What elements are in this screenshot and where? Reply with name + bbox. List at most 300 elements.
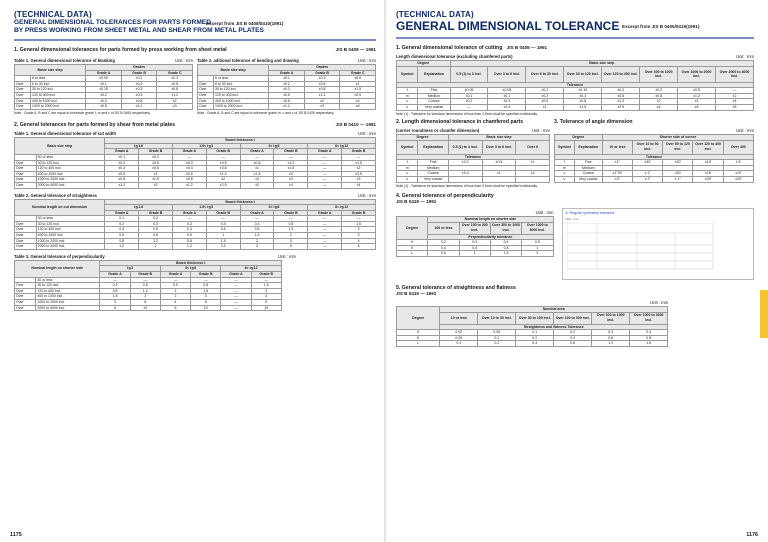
table-cell: Over [15,227,37,233]
table-cell: ±1.2 [304,92,340,98]
table-cell: — [191,277,221,283]
left-header-line2: BY PRESS WORKING FROM SHEET METAL AND SHEAR FROM METAL PLATES [14,27,264,34]
table-cell: 1000 to 2000 incl. [36,300,100,306]
table-cell: ±2.5 [342,171,376,177]
table-cell: ±1 [340,81,376,87]
table-header-cell: Grade A [240,149,274,155]
right-header-title: GENERAL DIMENSIONAL TOLERANCE [396,19,620,33]
table-header-cell: 3< t≦6 [240,143,308,149]
table-cell: 3 [240,244,274,250]
table-cell: Over [198,87,214,93]
table-cell: — [206,216,240,222]
table-cell: 3 [100,300,130,306]
table-cell: Over [15,98,31,104]
chamfer-tolerance-table: Degree Basic size step Symbol Explanation 0.5 (1) to 3 incl. Over 3 to 6 incl. Over 6 Tolerance f Fine ±0.2 ±0.5 ±1 m Medium c Coarse ±0.4 ±1 ±2 v Very coarse [396,134,550,183]
table-cell: ±4 [640,104,678,110]
table-cell: — [308,233,342,239]
table-cell: 2 [342,227,376,233]
table-cell: m [397,165,418,171]
table-cell: Over [198,104,214,110]
table-cell: 2 [139,244,173,250]
table-header-cell: Grade B [206,149,240,155]
table-cell: — [308,182,342,188]
table-cell: 4 [342,238,376,244]
table-cell: ±0.5 [269,92,305,98]
table-cell: 3 [191,294,221,300]
table-cell: Over [15,244,37,250]
left-header-ref: Excerpt from JIS B 0408/0410(1991) [206,21,284,26]
chamfer-note: Note (1) : Tolerance for standard dimensions of less than 0.5mm shall be specified individually. [396,183,538,188]
table-cell: ±0.3 [564,93,602,99]
blanking-table-block: Table 1. General dimensional tolerance of blanking Unit : mm Basic size step Grades Grade A Grade B Grade C 6 or less ±0.05 ±0.1 ±0.3 Over 6 to 30 incl. ±0.1 ±0.2 ±0.5 Over 30 to 120 incl. ±0.15 ±0.3 ±0.8 Over 120 to 400 incl. ±0.2 ±0.5 ±1.2 Over 400 to 1000 incl. ±0.3 ±0.8 ±2 Over 1000 to 2000 incl. ±0.5 ±1.2 ±3 Note : Grade A, B and C are equal to tolerance grade f, m and c of JIS B 0405 respectively. [14,58,193,115]
table-cell: Over [15,160,37,166]
table-cell: 0.5 [206,227,240,233]
table-cell: ±0.05 [86,76,122,82]
table-cell: 30 to 120 incl. [214,87,269,93]
table-header-cell: Over 1000 to 3000 incl. [630,312,668,324]
table-cell: 400 to 1000 incl. [214,98,269,104]
table-cell: ±0.5 [121,92,157,98]
table-cell: 0.3 [172,227,206,233]
table-row [397,251,554,257]
table-cell: ±0.3 [304,76,340,82]
table-cell: 1 [459,251,490,257]
table-cell: 0.8 [490,245,521,251]
left-section-1-heading: 1. General dimensional tolerances for parts formed by press working from sheet metal JIS B 0408 — 1991 [14,47,376,53]
table-row [15,104,193,110]
table-cell: 400 to 1000 incl. [36,171,105,177]
table-cell: — [172,216,206,222]
table-cell: ±2 [516,171,550,177]
table-cell: 6 [130,300,160,306]
table-cell: ±10' [693,160,723,166]
right-header-tag: (TECHNICAL DATA) [396,10,474,19]
table-cell: ±0.5 [105,171,139,177]
table-cell: ±0.4 [172,166,206,172]
table-cell: — [308,177,342,183]
table-header-cell: Grade B [139,149,173,155]
table-cell: ±0.5 [139,160,173,166]
table-cell: 2000 to 4000 incl. [36,182,105,188]
table-cell: ±4 [274,182,308,188]
table-cell: ±0.5 [86,104,122,110]
table-cell: ±1.5 [340,87,376,93]
table-cell: ±0.5 [602,93,640,99]
table-cell: 0.8 [554,341,592,347]
table-cell: — [221,305,251,311]
table-cell: 3 [342,233,376,239]
table-cell: ±0.2 [526,93,564,99]
table-cell: 0.1 [440,341,478,347]
table-cell: ±1°30' [602,171,632,177]
table-cell: 1.2 [130,288,160,294]
table-cell: Coarse [418,171,449,177]
table-cell: 10 [191,305,221,311]
table-header-cell: Over 6 [516,140,550,154]
table-cell: ± 5' [723,160,753,166]
table-cell: — [221,288,251,294]
table-cell: ±0.05 [450,88,488,94]
table-cell: 0.6 [459,245,490,251]
perpendicularity-table-left: Nominal length on shorter side Board thickness t t≦3 3< t≦6 6< t≦12 Grade A Grade B Grade A Grade B Grade A Grade B 30 or less — — — — — — Over 30 to 120 incl. 0.3 0.5 0.5 0.8 — 1.5 Over 120 to 400 incl. 0.8 1.2 1 1.5 — 2 Over 400 to 1000 incl. 1.5 3 2 3 — 3 Over 1000 to 2000 incl. 3 6 4 6 — 6 Over 2000 to 4000 incl. 6 10 6 10 — 10 [14,260,282,311]
table-cell: 0.8 [630,335,668,341]
table-cell: m [397,93,418,99]
table-cell: 0.2 [428,240,459,246]
table-cell: 2 [160,294,190,300]
table-cell: ±0.5 [678,88,716,94]
table-cell: 10 [130,305,160,311]
table-cell: ±4 [342,182,376,188]
table-cell: 1.5 [100,294,130,300]
table-cell: 0.2 [172,221,206,227]
table-cell: ±4 [340,98,376,104]
cutting-length-tolerance-table: Degree Basic size step Symbol Explanation 0.5 (1) to 3 incl. Over 3 to 6 incl. Over 6 to 30 incl. Over 30 to 120 incl. Over 120 to 400 incl. Over 400 to 1000 incl. Over 1000 to 2000 incl. Over 2000 to 4000 incl. Tolerance f Fine ±0.05 ±0.05 ±0.1 ±0.15 ±0.2 ±0.3 ±0.5 — m Medium ±0.1 ±0.1 ±0.2 ±0.3 ±0.5 ±0.8 ±1.2 ±2 c Coarse ±0.2 ±0.3 ±0.5 ±0.8 ±1.2 ±2 ±3 ±4 v Very coarse — ±0.5 ±1 ±1.5 ±2.5 ±4 ±6 ±8 [396,60,754,111]
table-header-cell: Grade B [274,149,308,155]
table-cell: 0.1 [516,330,554,336]
table-header-cell: 6< t≦12 [221,266,282,272]
table-cell: 30 to 120 incl. [36,160,105,166]
table-cell: Over [15,238,37,244]
right-section-2-heading: 2. Length dimensional tolerance in chamfered parts [396,118,524,125]
table-row [397,341,668,347]
table-cell: ±0.15 [86,87,122,93]
table-cell: 6 [251,300,281,306]
table-cell: ±20' [663,160,693,166]
left-section-2-heading: 2. General tolerances for parts formed by shear from metal plates JIS B 0410 — 1991 [14,122,376,129]
table-cell: ±6 [340,104,376,110]
table-cell: 400 to 1000 incl. [31,98,86,104]
table-cell: — [308,221,342,227]
table-cell: 0.3 [206,221,240,227]
table-cell: 2.5 [206,244,240,250]
table-cell: 6 [191,300,221,306]
table-cell: 0.5 [105,233,139,239]
table-header-cell: Tolerance [397,154,550,160]
table-header-cell: Explanation [418,140,449,154]
table-cell: Medium [418,93,450,99]
table-cell: ±1 [240,166,274,172]
cut-width-table: Basic size step Board thickness t t≦1.6 1.6< t≦3 3< t≦6 6< t≦12 Grade A Grade B Grade A Grade B Grade A Grade B Grade A Grade B 30 or less ±0.1 ±0.3 — — — — — — Over 30 to 120 incl. ±0.2 ±0.5 ±0.3 ±0.5 ±0.8 ±1.2 — ±1.5 Over 120 to 400 incl. ±0.3 ±0.8 ±0.4 ±0.8 ±1 ±1.5 — ±2 Over 400 to 1000 incl. ±0.5 ±1 ±0.5 ±1.2 ±1.5 ±2 — ±2.5 Over 1000 to 2000 incl. ±0.8 ±1.5 ±0.8 ±2 ±2 ±3 — ±3 Over 2000 to 4000 incl. ±1.2 ±2 ±1.2 ±2.5 ±3 ±4 — ±4 [14,137,376,188]
table-header-cell: Explanation [574,140,602,154]
table-cell: 0.3 [592,330,630,336]
table-cell: ±1.2 [602,99,640,105]
chamfer-angle-block: 2. Length dimensional tolerance in chamfered parts (corner roundness or chamfer dimension) Unit : mm Degree Basic size step Symbol Explanation 0.5 (1) to 3 incl. Over 3 to 6 incl. Over 6 Tolerance f Fine ±0.2 ±0.5 ±1 m Medium c Coarse ±0.4 ±1 ±2 v Very coarse Note (1) : Tolerance for standard dimensions of less than 0.5mm shall be specified individually. 3. Tolerance of angle dimension Unit : mm Degree Shorter side of corner Symbol Explanation 10 or less Over 10 to 50 incl. Over 50 to 120 incl. Over 120 to 400 incl. Over 400 Tolerance f Fine ±1° ±30' ±20' ±10' ± 5' m Medium c Coarse ±1°30' ± 1° ±30' ±15' ±10' v Very coarse ±3° ± 2° ± 1° ±30' ±20' [396,118,754,188]
table-cell: 0.8 [191,283,221,289]
table-cell: — [251,277,281,283]
table-cell: ±2 [640,99,678,105]
table-cell: Over [198,98,214,104]
table-cell: Fine [574,160,602,166]
table-cell: ±2 [715,93,753,99]
table-cell: 0.3 [100,283,130,289]
table-header-cell: Grade A [308,149,342,155]
table-cell: — [308,154,342,160]
table-cell: 1.5 [206,238,240,244]
table-cell: ±0.3 [269,87,305,93]
table-header-cell: 0.5 (1) to 3 incl. [448,140,482,154]
table-cell: L [397,251,428,257]
table-cell: ±2 [240,177,274,183]
table-cell: f [554,160,574,166]
table-header-cell: Grade A [105,149,139,155]
table-header-cell: Over 10 to 30 incl. [478,312,516,324]
table-cell: ±0.1 [86,81,122,87]
table-cell: 0.02 [440,330,478,336]
table-cell: K [397,335,440,341]
table-cell: 0.3 [240,221,274,227]
table-cell: ±0.8 [157,87,193,93]
table-cell: ±1 [516,160,550,166]
table-cell: ±0.4 [448,171,482,177]
table-header-cell: Over 120 to 400 incl. [602,66,640,82]
table-header-cell: Grade B [342,149,376,155]
table-cell: 1 [522,245,553,251]
table-cell: 0.2 [105,221,139,227]
table-cell: ±1.2 [274,160,308,166]
left-header-line1: GENERAL DIMENSIONAL TOLERANCES FOR PARTS FORMED [14,19,211,26]
table-cell: ±0.1 [488,93,526,99]
table-cell: ±1.2 [121,104,157,110]
table-cell: v [554,176,574,182]
table-cell: 30 or less [36,216,105,222]
table-cell: 0.5 [274,221,308,227]
blanking-bending-tables [14,56,376,118]
right-section-1-heading: 1. General dimensional tolerance of cutting JIS B 0405 — 1991 [396,45,548,51]
table-cell: 6 [342,244,376,250]
table-cell: ±2 [342,166,376,172]
table-cell: 0.5 [130,283,160,289]
table-cell: Over [15,294,36,300]
table-cell: Medium [418,165,449,171]
table-cell: — [160,277,190,283]
table-cell: 6 or less [214,76,269,82]
table-cell: 1.2 [592,341,630,347]
table-cell: L [397,341,440,347]
table-cell: 0.3 [105,227,139,233]
right-section-3-heading: 3. Tolerance of angle dimension [553,118,633,125]
table-cell: ±0.5 [157,81,193,87]
table-cell: ±0.8 [206,166,240,172]
table-header-cell: 1.6< t≦3 [172,143,240,149]
table-cell: ±15' [693,171,723,177]
table-cell: 120 to 400 incl. [36,227,105,233]
table-cell: ±30' [632,160,662,166]
bending-table-block: Table 2. aditional tolerance of bending and drawing Unit : mm Basic size step Grades Grade A Grade B Grade C 6 or less ±0.1 ±0.3 ±0.5 Over 6 to 30 incl. ±0.2 ±0.5 ±1 Over 30 to 120 incl. ±0.3 ±0.8 ±1.5 Over 120 to 400 incl. ±0.5 ±1.2 ±2.5 Over 400 to 1000 incl. ±0.8 ±2 ±4 Over 1000 to 2000 incl. ±1.2 ±3 ±6 Note : Grade A, B and C are equal to tolerance grade m, c and v of JIS B 0405 respectively. [197,58,376,115]
right-page: (TECHNICAL DATA) GENERAL DIMENSIONAL TOLERANCE Excerpt from JIS B 0405/0419(1991) 1. General dimensional tolerance of cutting JIS B 0405 — 1991 Length dimensional tolerance (excluding chamfered parts) Unit : mm Degree Basic size step Symbol Explanation 0.5 (1) to 3 incl. Over 3 to 6 incl. Over 6 to 30 incl. Over 30 to 120 incl. Over 120 to 400 incl. Over 400 to 1000 incl. Over 1000 to 2000 incl. Over 2000 to 4000 incl. Tolerance f Fine ±0.05 ±0.05 ±0.1 ±0.15 ±0.2 ±0.3 ±0.5 — m Medium ±0.1 ±0.1 ±0.2 ±0.3 ±0.5 ±0.8 ±1.2 ±2 c Coarse ±0.2 ±0.3 ±0.5 ±0.8 ±1.2 ±2 ±3 ±4 v Very coarse — ±0.5 ±1 ±1.5 ±2.5 ±4 ±6 ±8 Note (1) : Tolerance for standard dimensions of less than 0.5mm shall be specified individually. 2. Length dimensional tolerance in chamfered parts (corner roundness or chamfer dimension) Unit : mm Degree Basic size step Symbol Explanation 0.5 (1) to 3 incl. Over 3 to 6 incl. Over 6 Tolerance f Fine ±0.2 ±0.5 ±1 m Medium c Coarse ±0.4 ±1 ±2 v Very coarse Note (1) : Tolerance for standard dimensions of less than 0.5mm shall be specified individually. 3. Tolerance of angle dimension Unit : mm Degree Shorter side of corner Symbol Explanation 10 or less Over 10 to 50 incl. Over 50 to 120 incl. Over 120 to 400 incl. Over 400 Tolerance f Fine ±1° ±30' ±20' ±10' ± 5' m Medium c Coarse ±1°30' ± 1° ±30' ±15' ±10' v Very coarse ±3° ± 2° ± 1° ±30' ±20' 4. General tolerance of perpendicularity JIS B 0419 — 1991 Unit : mm Degree Nominal length on shorter side 100 or less Over 100 to 300 incl. Over 300 to 1000 incl. Over 1000 to 3000 incl. Perpendicularity tolerance H 0.2 0.3 0.4 0.5 K 0.4 0.6 0.8 1 L 0.6 1 1.5 2 6. Regular symmetry tolerance Unit : mm 5. General tolerance of straightness and flatness JIS B 0419 — 1991 Unit : mm Degree Nominal area 10 or less Over 10 to 30 incl. Over 30 to 100 incl. Over 100 to 300 incl. Over 300 to 1000 incl. Over 1000 to 3000 incl. Straightness and flatness Tolerance H 0.02 0.05 0.1 0.2 0.3 0.4 K 0.05 0.1 0.2 0.4 0.6 0.8 L 0.1 0.2 0.4 0.8 1.2 1.6 1176 [396,10,758,538]
table-header-cell: Grade A [172,210,206,216]
table-cell: ±0.2 [269,81,305,87]
table-cell: ±3 [678,99,716,105]
table-cell: 120 to 400 incl. [214,92,269,98]
table-cell: v [397,176,418,182]
table-cell: ±0.3 [488,99,526,105]
bending-tolerance-table: Basic size step Grades Grade A Grade B Grade C 6 or less ±0.1 ±0.3 ±0.5 Over 6 to 30 incl. ±0.2 ±0.5 ±1 Over 30 to 120 incl. ±0.3 ±0.8 ±1.5 Over 120 to 400 incl. ±0.5 ±1.2 ±2.5 Over 400 to 1000 incl. ±0.8 ±2 ±4 Over 1000 to 2000 incl. ±1.2 ±3 ±6 [197,64,376,110]
table-cell: ± 1° [632,171,662,177]
table-cell: 30 or less [36,154,105,160]
table-cell: 5 [274,244,308,250]
table-cell: Very coarse [418,176,449,182]
table-header-cell: 10 or less [440,312,478,324]
right-section-5-heading: 5. General tolerance of straightness and flatness JIS B 0419 — 1991 [396,284,516,296]
table-header-cell: Symbol [554,140,574,154]
table-cell: ±3 [274,177,308,183]
table-cell: Over [15,305,36,311]
table-cell: ±0.8 [121,98,157,104]
table-cell: f [397,160,418,166]
table-header-cell: Grade A [105,210,139,216]
table-header-cell: Grade B [139,210,173,216]
table-cell: 2 [274,233,308,239]
table-cell: ±0.8 [105,177,139,183]
table-cell: Fine [418,160,449,166]
table-cell: 1.5 [490,251,521,257]
table-cell: 2 [522,251,553,257]
table-cell: 1000 to 2000 incl. [36,238,105,244]
straightness-table: Nominal length on cut dimension Board thickness t t≦1.6 1.6< t≦3 3< t≦6 6< t≦12 Grade A Grade B Grade A Grade B Grade A Grade B Grade A Grade B 30 or less 0.1 0.2 — — — — — — Over 30 to 120 incl. 0.2 0.3 0.2 0.3 0.3 0.5 — 1.5 Over 120 to 400 incl. 0.3 0.5 0.3 0.5 0.5 1.5 — 2 Over 400 to 1000 incl. 0.5 0.8 0.5 1 1.5 2 — 3 Over 1000 to 2000 incl. 0.8 1.2 0.8 1.5 2 3 — 4 Over 2000 to 4000 incl. 1.2 2 1.2 2.5 3 5 — 6 [14,199,376,250]
table-cell: 0.5 [172,233,206,239]
table-row [397,176,550,182]
table-cell: 0.2 [516,335,554,341]
table-cell: ±0.5 [172,171,206,177]
table-cell: v [397,104,418,110]
table-cell: ±2.5 [340,92,376,98]
table-cell: ±0.8 [640,93,678,99]
table-cell: 0.6 [428,251,459,257]
table-cell: 1.5 [240,233,274,239]
table-cell: H [397,240,428,246]
table-cell: 1.5 [251,283,281,289]
table-cell: 400 to 1000 incl. [36,233,105,239]
left-header-tag: (TECHNICAL DATA) [14,10,92,19]
table-cell: ±3 [240,182,274,188]
table-cell: ±0.3 [105,166,139,172]
table-cell: Over [15,81,31,87]
table-cell: Over [15,221,37,227]
table-cell: ± 2° [632,176,662,182]
table-cell: — [240,216,274,222]
table-header-cell: 3< t≦6 [160,266,220,272]
table-cell: ±1.2 [157,92,193,98]
table-cell: ±0.3 [640,88,678,94]
table-cell: ±1.5 [564,104,602,110]
table-header-cell: t≦1.6 [105,205,173,211]
table-cell: ±0.8 [172,177,206,183]
table-cell: 0.5 [139,227,173,233]
table-cell: 400 to 1000 incl. [36,294,100,300]
table-cell: f [397,88,418,94]
table-header-cell: Symbol [397,66,418,82]
table-cell: ±1 [526,104,564,110]
table-cell: 0.2 [139,216,173,222]
table-cell: ±30' [663,171,693,177]
table-cell: 0.8 [172,238,206,244]
table-cell: 6 [100,305,130,311]
table-cell [482,176,516,182]
table-cell: — [308,166,342,172]
table-cell: 2 [251,288,281,294]
table-cell: — [221,277,251,283]
table-header-cell: Over 2000 to 4000 incl. [715,66,753,82]
table-header-cell: 0.5 (1) to 3 incl. [450,66,488,82]
table-cell: — [450,104,488,110]
table-cell: ±0.3 [139,154,173,160]
table-cell: ±0.5 [526,99,564,105]
table-cell: ±0.3 [172,160,206,166]
table-cell: ±0.1 [450,93,488,99]
table-cell: ±0.5 [206,160,240,166]
right-page-number: 1176 [746,532,758,538]
table-cell: Coarse [574,171,602,177]
table-cell: Medium [574,165,602,171]
table-cell: ±6 [678,104,716,110]
table-header-cell: Tolerance [554,154,753,160]
table-cell: — [221,294,251,300]
table-cell: 6 [160,305,190,311]
table-cell: c [397,99,418,105]
table-cell: ±20' [723,176,753,182]
table-cell: ±10' [723,171,753,177]
table-cell: ±30' [693,176,723,182]
table-cell: ±3 [342,177,376,183]
table-cell: ±1 [482,171,516,177]
table-cell: Very coarse [574,176,602,182]
table-cell: ±1.2 [105,182,139,188]
table-row [15,182,376,188]
table-cell: Fine [418,88,450,94]
table-cell: ±0.8 [269,98,305,104]
table-cell: ±0.1 [121,76,157,82]
table-cell: — [240,154,274,160]
table-cell: ±1.5 [342,160,376,166]
table-cell: 0.4 [428,245,459,251]
table-cell: ±1.5 [139,177,173,183]
table-cell: ±0.1 [526,88,564,94]
table-cell: 0.3 [139,221,173,227]
table-header-cell: Over 1000 to 2000 incl. [678,66,716,82]
table-cell: Over [15,104,31,110]
table-header-cell: Grade B [274,210,308,216]
table-cell: ±0.3 [121,87,157,93]
table-cell: 3 [274,238,308,244]
table-cell: ±1 [139,171,173,177]
table-cell: ±0.05 [488,88,526,94]
table-header-cell: Grade A [160,272,190,278]
table-cell: 4 [160,300,190,306]
table-cell: 0.8 [139,233,173,239]
table-cell: ±0.5 [304,81,340,87]
table-cell: ±1.2 [206,171,240,177]
table-cell: — [308,238,342,244]
table-cell: Over [15,177,37,183]
table-cell: — [172,154,206,160]
table-cell: 30 to 120 incl. [36,221,105,227]
table-cell: c [397,171,418,177]
table-cell: Over [15,288,36,294]
table-cell: — [130,277,160,283]
table-cell: Over [198,92,214,98]
table-cell: 0.05 [478,330,516,336]
table-cell: 0.4 [630,330,668,336]
table-cell: 3 [130,294,160,300]
table-header-cell: 6< t≦12 [308,143,376,149]
table-cell: ±0.8 [240,160,274,166]
symmetry-figure-grid [567,223,717,271]
table-row [397,104,754,110]
table-cell: ±1.2 [172,182,206,188]
right-header-rule [396,37,754,39]
table-cell: 1 [160,288,190,294]
table-cell: ±0.2 [105,160,139,166]
